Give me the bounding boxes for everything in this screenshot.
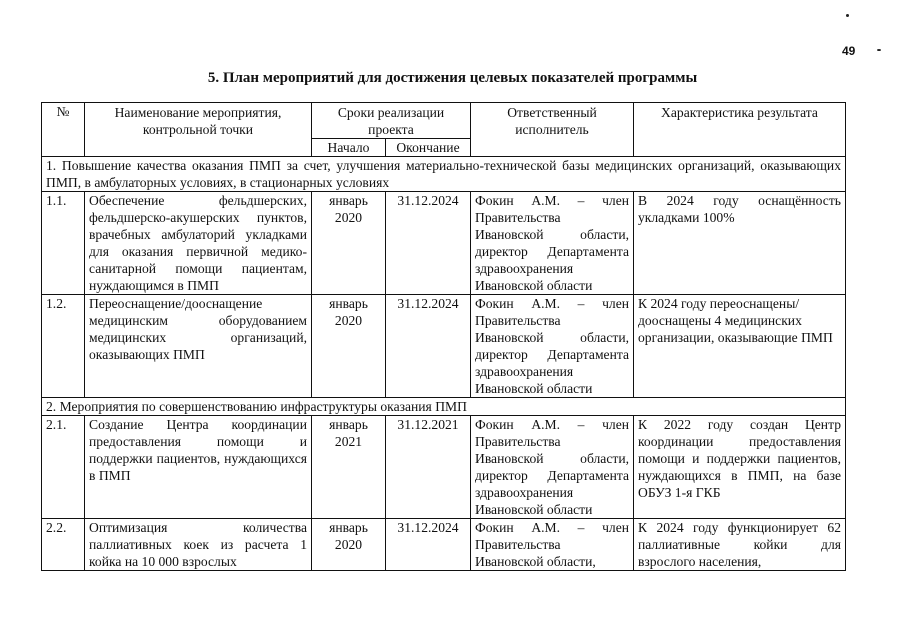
row-result: К 2022 году создан Центр координации предоставления помощи и поддержки пациентов, нуждающихся в ПМП, на базе ОБУЗ 1-я ГКБ: [634, 416, 846, 519]
row-start: [312, 295, 386, 398]
row-end: 31.12.2021: [386, 416, 471, 519]
section-row: [42, 157, 846, 192]
row-end: 31.12.2024: [386, 192, 471, 295]
header-num: №: [42, 103, 85, 157]
row-name: Обеспечение фельдшерских, фельдшерско-акушерских пунктов, врачебных амбулаторий укладками для оказания первичной медико-санитарной помощи пациентам, нуждающимся в ПМП: [85, 192, 312, 295]
row-name: Переоснащение/дооснащение медицинским оборудованием медицинских организаций, оказывающих ПМП: [85, 295, 312, 398]
row-start-month: январь: [329, 193, 368, 208]
row-start-month: январь: [329, 296, 368, 311]
scan-speck: [877, 49, 881, 51]
table-row: [42, 192, 846, 295]
row-start-month: январь: [329, 417, 368, 432]
row-start: [312, 192, 386, 295]
document-title: 5. План мероприятий для достижения целевых показателей программы: [207, 70, 698, 86]
header-start: Начало: [312, 139, 386, 157]
row-result: К 2024 году переоснащены/дооснащены 4 медицинских организации, оказывающие ПМП: [634, 295, 846, 398]
table-row: [42, 416, 846, 519]
table-row: [42, 519, 846, 571]
row-responsible: Фокин А.М. – член Правительства Ивановской области, директор Департамента здравоохранения Ивановской области: [471, 295, 634, 398]
header-term: [312, 103, 471, 139]
row-start-year: 2020: [334, 210, 363, 225]
row-result: В 2024 году оснащённость укладками 100%: [634, 192, 846, 295]
header-end: Окончание: [386, 139, 471, 157]
row-num: 2.1.: [42, 416, 85, 519]
row-start-year: 2020: [334, 313, 363, 328]
plan-table: [41, 102, 846, 571]
row-num: 1.2.: [42, 295, 85, 398]
row-responsible: Фокин А.М. – член Правительства Ивановской области,: [471, 519, 634, 571]
row-start-month: январь: [329, 520, 368, 535]
section-title: 1. Повышение качества оказания ПМП за счет, улучшения материально-технической базы медицинских организаций, оказывающих ПМП, в амбулаторных условиях, в стационарных условиях: [42, 157, 846, 192]
page-number: 49: [842, 44, 856, 58]
row-responsible: Фокин А.М. – член Правительства Ивановской области, директор Департамента здравоохранения Ивановской области: [471, 192, 634, 295]
header-responsible-line2: исполнитель: [515, 122, 589, 137]
header-result: Характеристика результата: [634, 103, 846, 157]
header-responsible-line1: Ответственный: [507, 105, 597, 120]
section-row: [42, 398, 846, 416]
scan-speck: [846, 14, 849, 17]
header-term-line2: проекта: [368, 122, 414, 137]
row-start: [312, 416, 386, 519]
header-responsible: [471, 103, 634, 157]
row-name: Создание Центра координации предоставления помощи и поддержки пациентов, нуждающихся в ПМП: [85, 416, 312, 519]
header-name: Наименование мероприятия, контрольной точки: [85, 103, 312, 157]
section-title: 2. Мероприятия по совершенствованию инфраструктуры оказания ПМП: [42, 398, 846, 416]
row-end: 31.12.2024: [386, 295, 471, 398]
row-name: Оптимизация количества паллиативных коек из расчета 1 койка на 10 000 взрослых: [85, 519, 312, 571]
row-responsible: Фокин А.М. – член Правительства Ивановской области, директор Департамента здравоохранения Ивановской области: [471, 416, 634, 519]
row-num: 2.2.: [42, 519, 85, 571]
row-start: [312, 519, 386, 571]
table-row: [42, 295, 846, 398]
row-num: 1.1.: [42, 192, 85, 295]
row-start-year: 2020: [334, 537, 363, 552]
row-end: 31.12.2024: [386, 519, 471, 571]
table-header-row: [42, 103, 846, 139]
row-start-year: 2021: [334, 434, 363, 449]
row-result: К 2024 году функционирует 62 паллиативные койки для взрослого населения,: [634, 519, 846, 571]
header-term-line1: Сроки реализации: [337, 105, 445, 120]
